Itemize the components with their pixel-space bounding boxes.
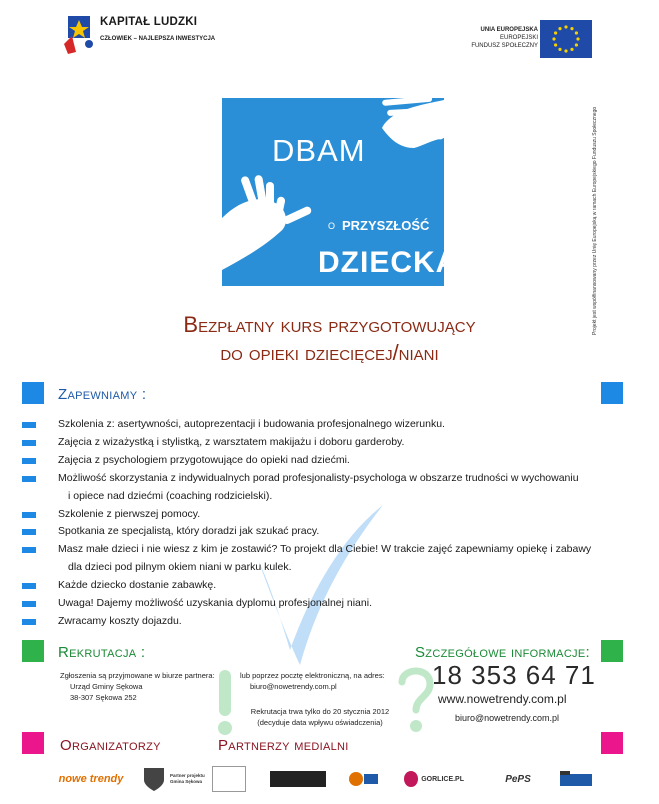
ue-line3: FUNDUSZ SPOŁECZNY <box>471 43 538 49</box>
media-logo-1 <box>212 766 246 792</box>
section-square-right <box>601 382 623 404</box>
list-item <box>22 416 622 434</box>
side-note <box>592 80 602 340</box>
peps-logo: PePS <box>505 773 531 785</box>
rekrutacja-partner-block <box>60 670 215 703</box>
hero-word-dziecka: DZIECKA <box>318 246 459 279</box>
info-email-link[interactable]: biuro@nowetrendy.com.pl <box>455 713 560 723</box>
list-item <box>22 523 622 541</box>
media-logo-3 <box>346 766 380 792</box>
gorlice-label: GORLICE.PL <box>421 775 464 783</box>
bullet-icon <box>22 601 36 607</box>
bullet-icon <box>22 529 36 535</box>
hero-word-przyszlosc: PRZYSZŁOŚĆ <box>342 218 430 233</box>
list-item-continuation: i opiece nad dziećmi (coaching rodzicielski). <box>68 489 273 502</box>
info-phone[interactable]: 18 353 64 71 <box>432 660 596 690</box>
list-item-text: Uwaga! Dajemy możliwość uzyskania dyplomu profesjonalnej niani. <box>58 597 372 610</box>
eu-flag-icon <box>540 20 592 58</box>
kapital-ludzki-star-icon <box>62 14 96 54</box>
rekrutacja-alt-line1: lub poprzez pocztę elektroniczną, na adres: <box>240 671 385 680</box>
list-item <box>22 541 622 577</box>
list-item-text: Zajęcia z psychologiem przygotowujące do opieki nad dziećmi. <box>58 453 350 466</box>
organizatorzy-square-right <box>601 732 623 754</box>
partnerzy-heading: Partnerzy medialni <box>218 737 349 754</box>
info-heading: Szczegółowe informacje: <box>415 644 590 661</box>
rekrutacja-heading: Rekrutacja : <box>58 644 146 661</box>
bullet-icon <box>22 458 36 464</box>
list-item <box>22 452 622 470</box>
gorlice-logo <box>404 766 464 792</box>
kl-title: KAPITAŁ LUDZKI <box>100 16 198 28</box>
info-www-link[interactable]: www.nowetrendy.com.pl <box>438 692 567 706</box>
media-logo-4 <box>556 766 596 792</box>
zapewniamy-heading: Zapewniamy : <box>58 386 147 403</box>
list-item-text: Masz małe dzieci i nie wiesz z kim je zostawić? To projekt dla Ciebie! W trakcie zajęć zapewniamy opiekę i zabawy <box>58 543 592 556</box>
organizatorzy-square-left <box>22 732 44 754</box>
sekowa-coat-of-arms-icon <box>140 766 168 792</box>
list-item-text: Zajęcia z wizażystką i stylistką, z warsztatem makijażu i doboru garderoby. <box>58 435 405 448</box>
list-item <box>22 595 622 613</box>
ue-text <box>471 26 538 50</box>
rekrutacja-deadline-block <box>240 706 400 728</box>
ue-line2: EUROPEJSKI <box>499 35 538 41</box>
list-item <box>22 506 622 524</box>
question-mark-icon <box>396 664 436 736</box>
organizatorzy-heading: Organizatorzy <box>60 737 161 754</box>
kapital-ludzki-logo <box>62 14 222 56</box>
nowe-trendy-logo: nowe trendy <box>58 773 124 785</box>
list-item-text: Każde dziecko dostanie zabawkę. <box>58 579 217 592</box>
section-square-left <box>22 382 44 404</box>
bullet-icon <box>22 440 36 446</box>
rekrutacja-alt-line2: biuro@nowetrendy.com.pl <box>250 682 337 691</box>
rekrutacja-email-block <box>240 670 385 692</box>
media-logo-2 <box>270 771 326 787</box>
rekrutacja-square-left <box>22 640 44 662</box>
rekrutacja-deadline1: Rekrutacja trwa tylko do 20 stycznia 2012 <box>250 707 390 716</box>
list-item-text: Możliwość skorzystania z indywidualnych porad profesjonalisty-psychologa w obszarze trudności w wychowaniu <box>58 471 579 484</box>
partner-gmina-label: Partner projektu Gmina Sękowa <box>170 773 205 784</box>
list-item-text: Szkolenie z pierwszej pomocy. <box>58 507 201 520</box>
bullet-icon <box>22 583 36 589</box>
bullet-icon <box>22 422 36 428</box>
rekrutacja-line2: Urząd Gminy Sękowa <box>70 682 143 691</box>
list-item-text: Zwracamy koszty dojazdu. <box>58 614 182 627</box>
hero-word-o: O <box>328 221 336 231</box>
bullet-icon <box>22 476 36 482</box>
list-item <box>22 577 622 595</box>
list-item-text: Szkolenia z: asertywności, autoprezentacji i budowania profesjonalnego wizerunku. <box>58 418 445 430</box>
bullet-icon <box>22 512 36 518</box>
ue-logo <box>458 20 592 60</box>
list-item <box>22 613 622 631</box>
kl-subtitle: CZŁOWIEK – NAJLEPSZA INWESTYCJA <box>100 36 216 42</box>
title-line-1: Bezpłatny kurs przygotowujący <box>183 312 476 337</box>
list-item-continuation: dla dzieci pod pilnym okiem niani w parku kulek. <box>68 561 292 574</box>
hero-word-dbam: DBAM <box>272 133 366 168</box>
list-item <box>22 470 622 506</box>
bullet-icon <box>22 619 36 625</box>
list-item-text: Spotkania ze specjalistą, który doradzi jak szukać pracy. <box>58 525 320 538</box>
title-line-2: do opieki dziecięcej/niani <box>220 340 439 365</box>
benefits-list <box>22 416 622 631</box>
side-note-text: Projekt jest współfinansowany przez Unię Europejską w ramach Europejskiego Funduszu Społecznego <box>592 106 598 335</box>
rekrutacja-line3: 38-307 Sękowa 252 <box>70 693 137 702</box>
rekrutacja-deadline2: (decyduje data wpływu oświadczenia) <box>257 718 383 727</box>
ue-line1: UNIA EUROPEJSKA <box>480 27 538 33</box>
bullet-icon <box>22 547 36 553</box>
hero-square <box>222 98 459 286</box>
rekrutacja-line1: Zgłoszenia są przyjmowane w biurze partnera: <box>60 671 215 680</box>
gorlice-badge-icon <box>404 771 418 787</box>
rekrutacja-square-right <box>601 640 623 662</box>
list-item <box>22 434 622 452</box>
